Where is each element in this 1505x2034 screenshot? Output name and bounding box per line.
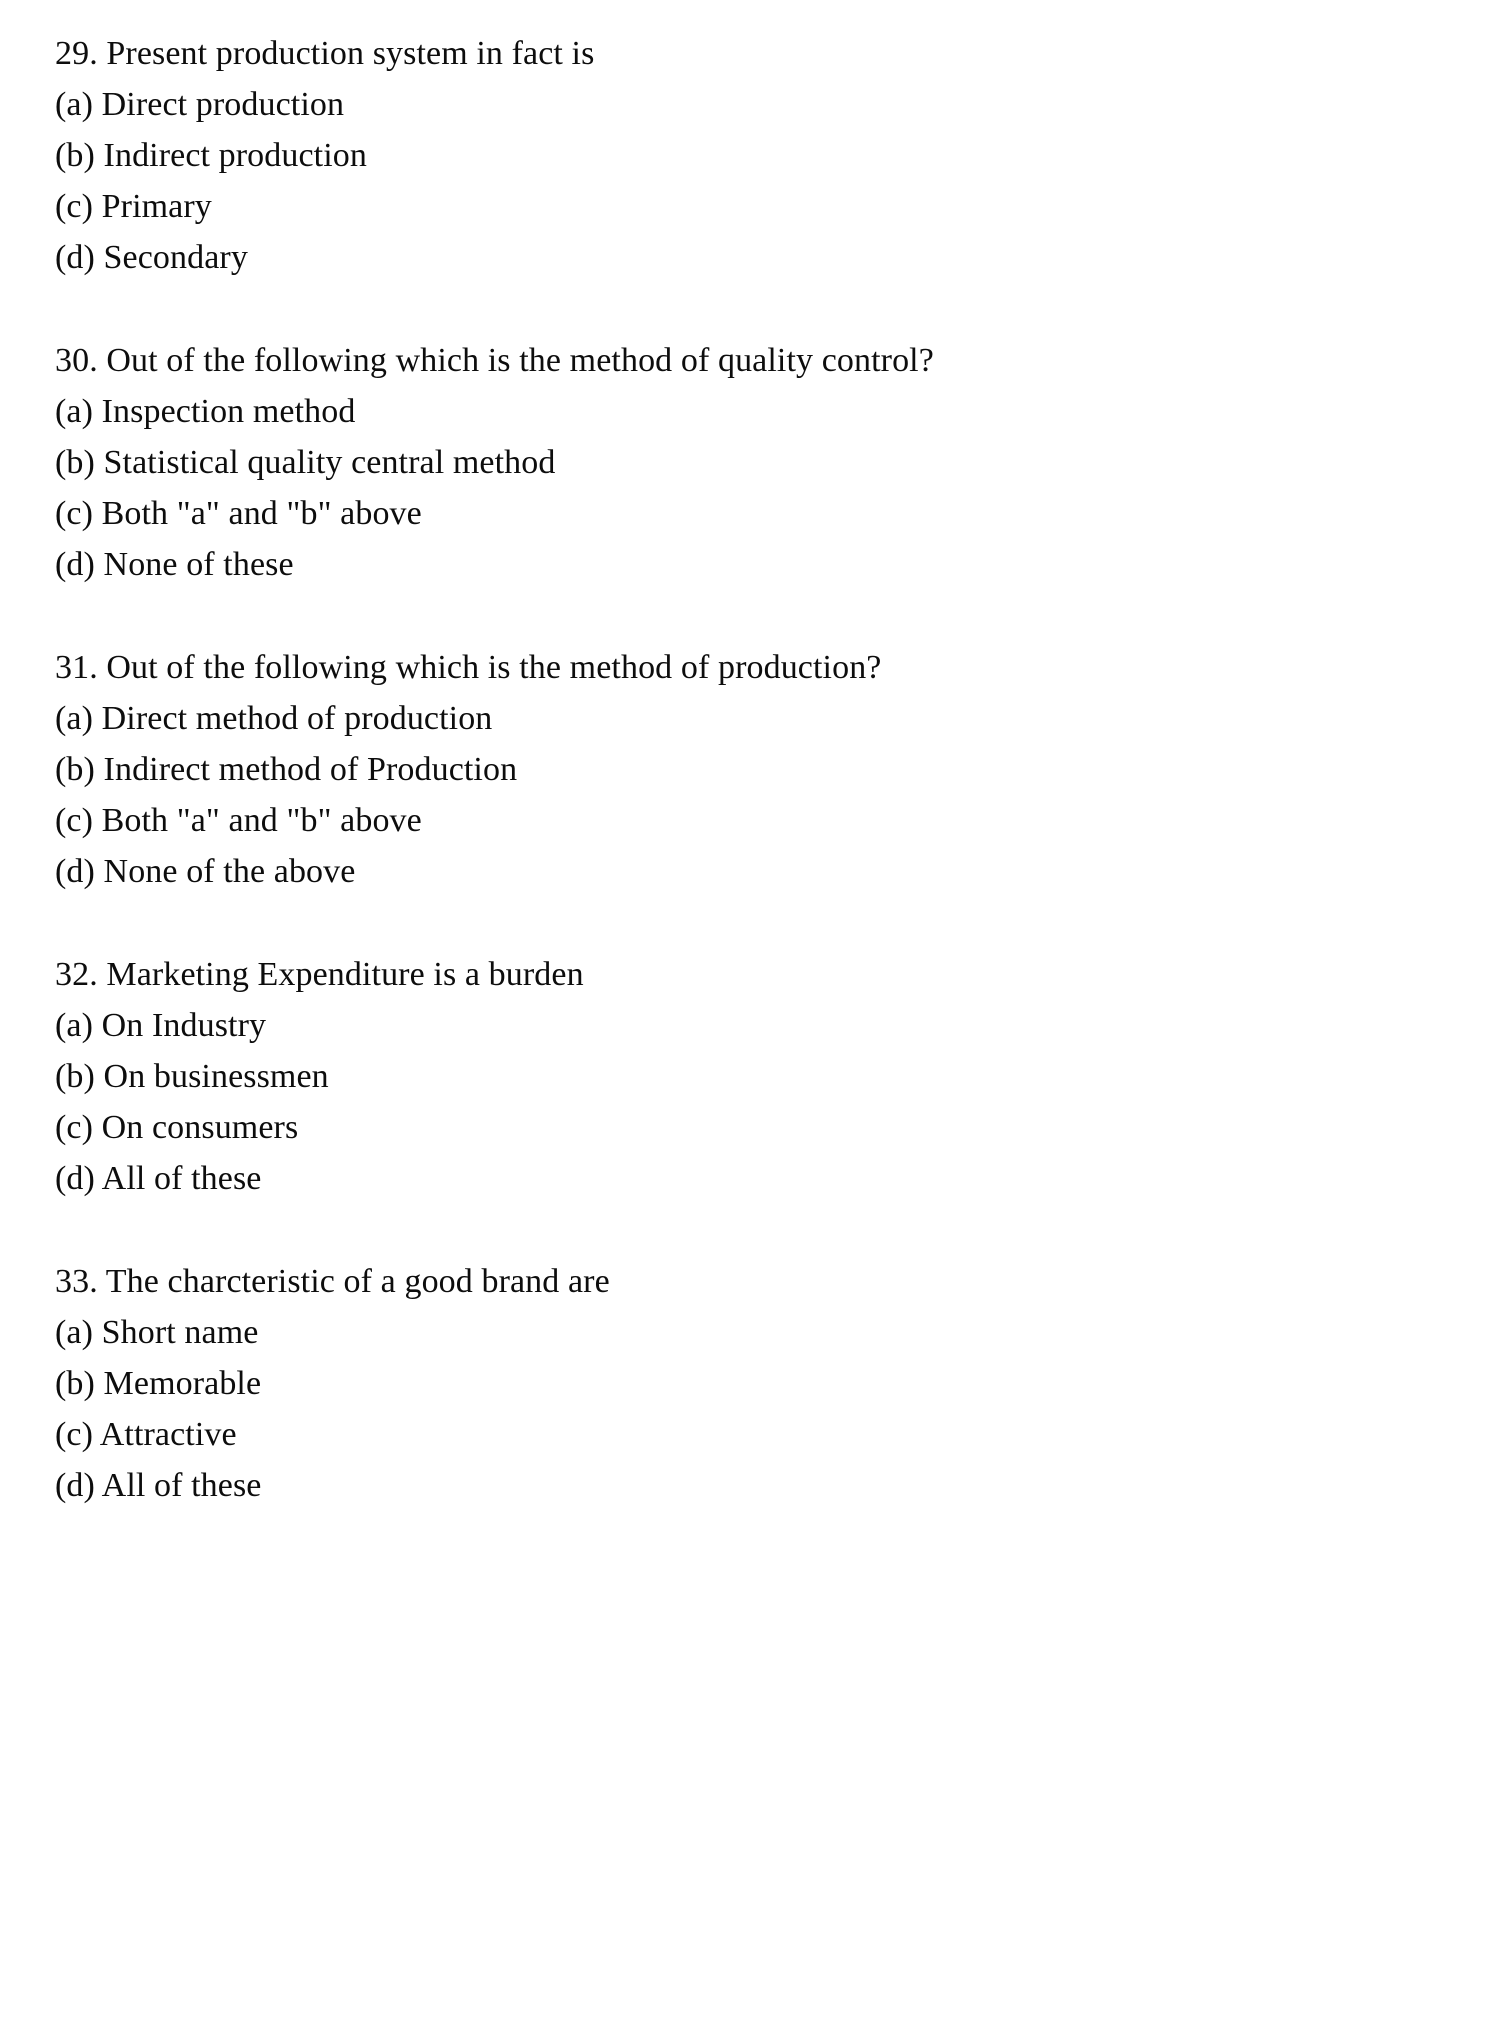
option-a: (a) On Industry [55, 1007, 267, 1044]
question-block-32 [55, 949, 1465, 1204]
option-c: (c) On consumers [55, 1109, 299, 1146]
option-c: (c) Primary [55, 188, 212, 225]
option-b: (b) Indirect method of Production [55, 751, 518, 788]
question-text: 33. The charcteristic of a good brand are [55, 1263, 610, 1300]
option-a: (a) Direct method of production [55, 700, 493, 737]
option-c: (c) Both "a" and "b" above [55, 802, 422, 839]
question-text: 31. Out of the following which is the method of production? [55, 649, 882, 686]
option-d: (d) None of the above [55, 853, 356, 890]
option-d: (d) All of these [55, 1160, 262, 1197]
option-c: (c) Attractive [55, 1416, 237, 1453]
question-block-29 [55, 28, 1465, 283]
question-text: 30. Out of the following which is the method of quality control? [55, 342, 934, 379]
option-a: (a) Direct production [55, 86, 345, 123]
question-block-30 [55, 335, 1465, 590]
option-b: (b) Memorable [55, 1365, 262, 1402]
question-block-33 [55, 1256, 1465, 1511]
option-a: (a) Short name [55, 1314, 259, 1351]
option-b: (b) Indirect production [55, 137, 367, 174]
question-text: 32. Marketing Expenditure is a burden [55, 956, 584, 993]
option-d: (d) None of these [55, 546, 294, 583]
option-b: (b) On businessmen [55, 1058, 329, 1095]
question-block-31 [55, 642, 1465, 897]
option-a: (a) Inspection method [55, 393, 356, 430]
option-c: (c) Both "a" and "b" above [55, 495, 422, 532]
question-text: 29. Present production system in fact is [55, 35, 595, 72]
option-d: (d) All of these [55, 1467, 262, 1504]
option-b: (b) Statistical quality central method [55, 444, 556, 481]
option-d: (d) Secondary [55, 239, 248, 276]
